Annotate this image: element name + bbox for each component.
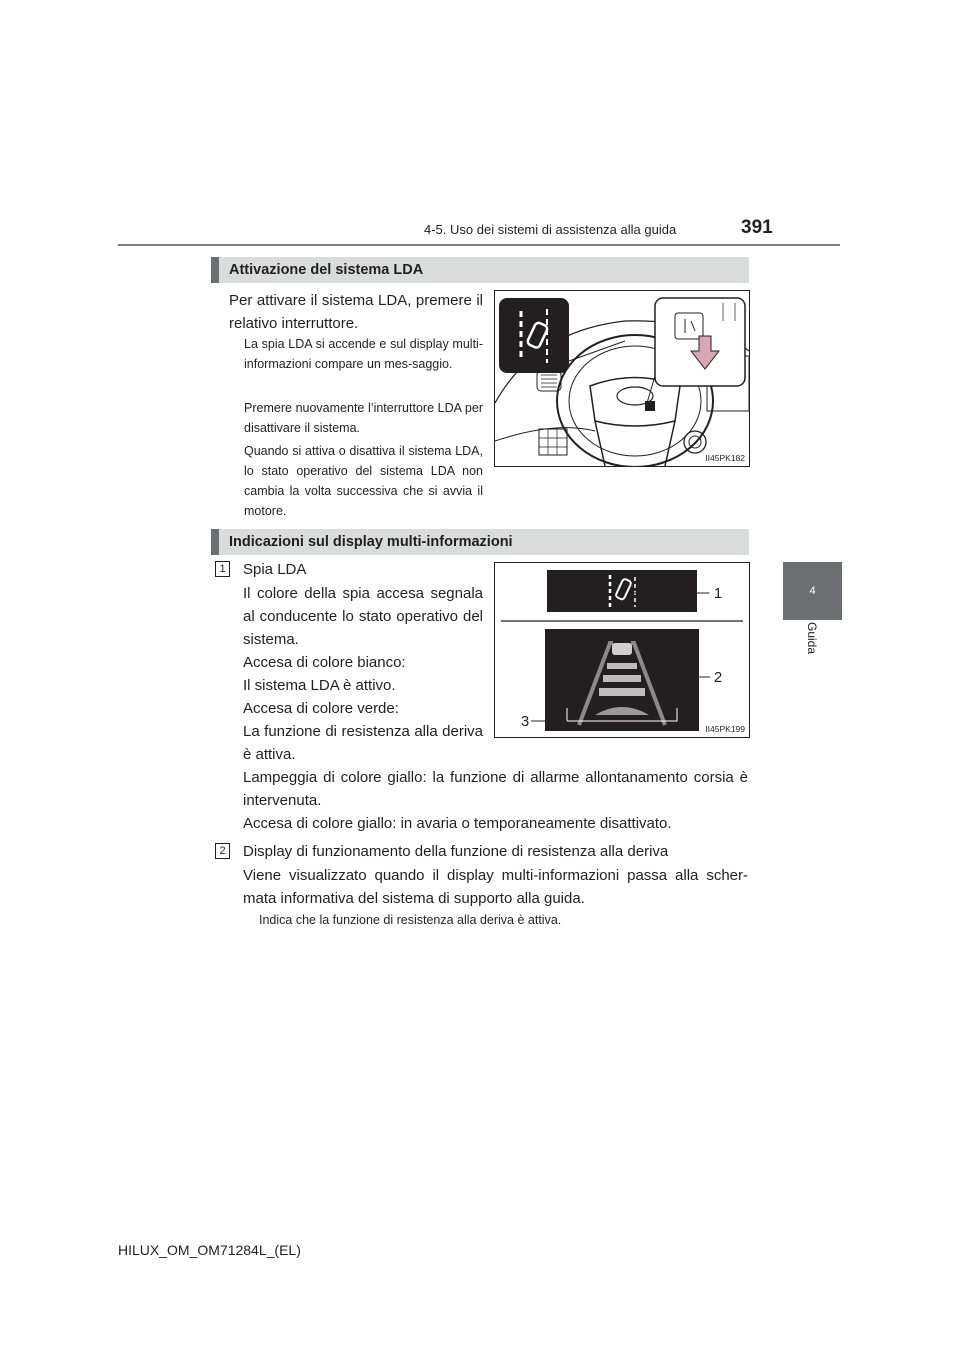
figure-code-1: II45PK182 xyxy=(705,453,745,463)
footer-doc-code: HILUX_OM_OM71284L_(EL) xyxy=(118,1242,301,1258)
dashboard-illustration xyxy=(495,291,749,466)
item-number-1: 1 xyxy=(215,561,230,577)
figure-code-2: II45PK199 xyxy=(705,724,745,734)
figure-lda-switch xyxy=(494,290,750,467)
section-heading-indicazioni xyxy=(211,529,749,555)
activation-note-3: Quando si attiva o disattiva il sistema LDA, lo stato operativo del sistema LDA non cambia la volta successiva che si avvia il motore. xyxy=(244,444,483,518)
activation-note-1: La spia LDA si accende e sul display multi-informazioni compare un mes-saggio. xyxy=(244,337,483,371)
item-1-label: Spia LDA xyxy=(243,561,307,578)
section-marker xyxy=(211,529,219,555)
display-illustration xyxy=(495,563,749,737)
chapter-label xyxy=(790,618,834,658)
callout-3: 3 xyxy=(520,713,530,730)
chapter-number: 4 xyxy=(809,585,816,597)
item-1-line-4: Lampeggia di colore giallo: la funzione di allarme allontanamento corsia è intervenuta. xyxy=(243,769,748,809)
section-marker xyxy=(211,257,219,283)
item-number-2: 2 xyxy=(215,843,230,859)
header-section-title: 4-5. Uso dei sistemi di assistenza alla guida xyxy=(424,222,677,237)
figure-multi-info-display xyxy=(494,562,750,738)
chapter-tab xyxy=(783,562,842,620)
callout-2: 2 xyxy=(713,669,723,686)
item-1-line-1: Il colore della spia accesa segnala al conducente lo stato operativo del sistema. xyxy=(243,585,483,648)
section-title: Attivazione del sistema LDA xyxy=(229,262,424,278)
item-2-note: Indica che la funzione di resistenza alla deriva è attiva. xyxy=(259,913,562,927)
section-title: Indicazioni sul display multi-informazioni xyxy=(229,534,513,550)
item-1-line-3: Accesa di colore verde: La funzione di resistenza alla deriva è attiva. xyxy=(243,700,483,763)
section-heading-attivazione xyxy=(211,257,749,283)
page-number: 391 xyxy=(741,217,773,238)
activation-note-2: Premere nuovamente l’interruttore LDA per disattivare il sistema. xyxy=(244,401,483,435)
item-1-line-2: Accesa di colore bianco: Il sistema LDA è attivo. xyxy=(243,654,406,694)
item-2-label: Display di funzionamento della funzione di resistenza alla deriva xyxy=(243,843,669,860)
item-1-line-5: Accesa di colore giallo: in avaria o temporaneamente disattivato. xyxy=(243,815,672,832)
chapter-label-text: Guida xyxy=(805,621,819,655)
item-2-line-1: Viene visualizzato quando il display multi-informazioni passa alla scher-mata informativa del sistema di supporto alla guida. xyxy=(243,867,748,907)
callout-1: 1 xyxy=(713,585,723,602)
header-rule xyxy=(118,244,840,246)
activation-intro: Per attivare il sistema LDA, premere il relativo interruttore. xyxy=(229,292,483,332)
